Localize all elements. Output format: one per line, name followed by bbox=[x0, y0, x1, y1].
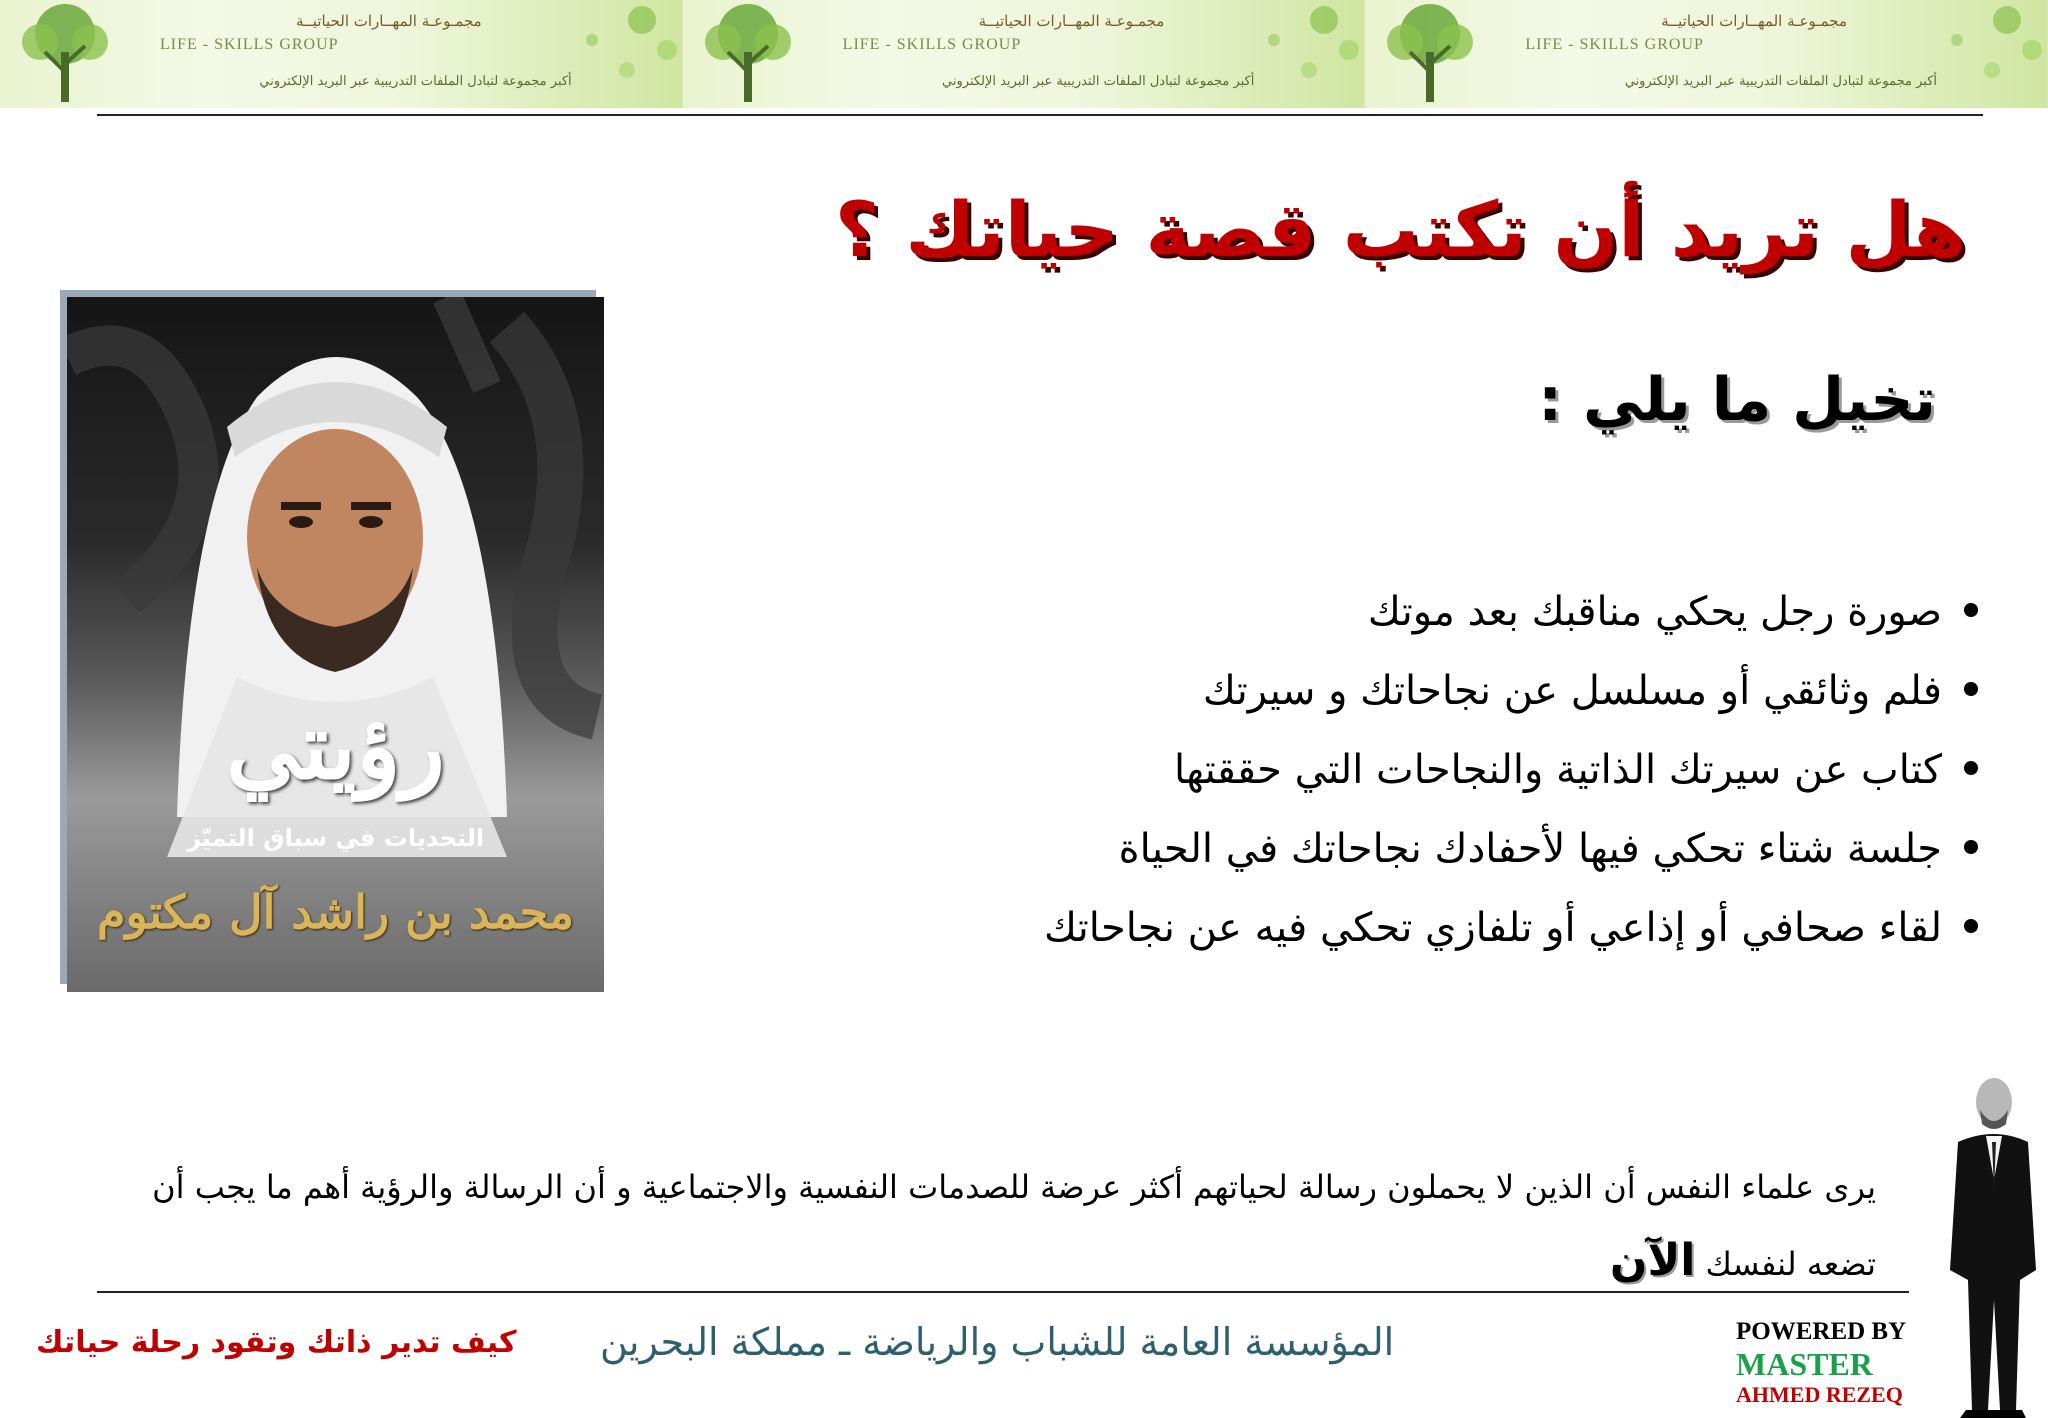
book-cover-image bbox=[67, 297, 604, 992]
header-banner bbox=[0, 0, 2048, 108]
banner-tagline: أكبر مجموعة لتبادل الملفات التدريبية عبر البريد الإلكتروني bbox=[1624, 74, 1938, 89]
tree-logo-icon bbox=[1375, 2, 1485, 106]
banner-tile bbox=[683, 0, 1366, 108]
slide-subtitle: تخيل ما يلي : bbox=[1538, 365, 1936, 435]
quote-emphasis: الآن bbox=[1609, 1235, 1696, 1286]
powered-by-block bbox=[1736, 1318, 1906, 1408]
quote-paragraph bbox=[96, 1150, 1876, 1301]
bullet-icon bbox=[1964, 761, 1978, 775]
list-item bbox=[1044, 810, 1978, 889]
banner-title-ar: مجمـوعـة المهــارات الحياتيــة bbox=[978, 12, 1165, 30]
quote-text: يرى علماء النفس أن الذين لا يحملون رسالة لحياتهم أكثر عرضة للصدمات النفسية والاجتماعية و أن الرسالة والرؤية أهم ما يجب أن تضعه لنفسك bbox=[152, 1168, 1876, 1283]
slide-title: هل تريد أن تكتب قصة حياتك ؟ bbox=[834, 185, 1966, 274]
bullet-icon bbox=[1964, 682, 1978, 696]
leaves-decoration-icon bbox=[532, 0, 682, 108]
bullet-list bbox=[1044, 573, 1978, 968]
powered-by-label: POWERED BY bbox=[1736, 1318, 1907, 1345]
tree-logo-icon bbox=[693, 2, 803, 106]
book-subtitle: التحديات في سباق التميّز bbox=[186, 824, 485, 852]
banner-title-ar: مجمـوعـة المهــارات الحياتيــة bbox=[295, 12, 482, 30]
bullet-text: جلسة شتاء تحكي فيها لأحفادك نجاحاتك في الحياة bbox=[1118, 826, 1942, 872]
top-divider bbox=[97, 114, 1983, 116]
bullet-text: كتاب عن سيرتك الذاتية والنجاحات التي حققتها bbox=[1174, 747, 1942, 793]
bullet-text: صورة رجل يحكي مناقبك بعد موتك bbox=[1367, 589, 1942, 635]
banner-tagline: أكبر مجموعة لتبادل الملفات التدريبية عبر البريد الإلكتروني bbox=[942, 74, 1255, 89]
banner-tagline: أكبر مجموعة لتبادل الملفات التدريبية عبر البريد الإلكتروني bbox=[259, 74, 572, 89]
tree-logo-icon bbox=[10, 2, 120, 106]
book-author: محمد بن راشد آل مكتوم bbox=[96, 885, 574, 939]
bullet-icon bbox=[1964, 840, 1978, 854]
course-title: كيف تدير ذاتك وتقود رحلة حياتك bbox=[36, 1325, 517, 1360]
banner-title-ar: مجمـوعـة المهــارات الحياتيــة bbox=[1661, 12, 1848, 30]
bullet-text: فلم وثائقي أو مسلسل عن نجاحاتك و سيرتك bbox=[1202, 668, 1942, 714]
list-item bbox=[1044, 652, 1978, 731]
list-item bbox=[1044, 573, 1978, 652]
businessman-figure-icon bbox=[1936, 1070, 2048, 1418]
banner-tile bbox=[0, 0, 683, 108]
banner-title-en: LIFE - SKILLS GROUP bbox=[160, 36, 339, 53]
brand-name: MASTER bbox=[1736, 1346, 1873, 1382]
list-item bbox=[1044, 889, 1978, 968]
author-name: AHMED REZEQ bbox=[1736, 1382, 1903, 1407]
banner-title-en: LIFE - SKILLS GROUP bbox=[1525, 36, 1704, 53]
book-title: رؤيتي bbox=[226, 692, 445, 800]
banner-tile bbox=[1365, 0, 2048, 108]
bottom-divider bbox=[97, 1291, 1909, 1293]
leaves-decoration-icon bbox=[1214, 0, 1364, 108]
bullet-text: لقاء صحافي أو إذاعي أو تلفازي تحكي فيه عن نجاحاتك bbox=[1043, 905, 1942, 951]
leaves-decoration-icon bbox=[1897, 0, 2047, 108]
bullet-icon bbox=[1964, 603, 1978, 617]
bullet-icon bbox=[1964, 919, 1978, 933]
banner-title-en: LIFE - SKILLS GROUP bbox=[842, 36, 1022, 53]
list-item bbox=[1044, 731, 1978, 810]
organization-name: المؤسسة العامة للشباب والرياضة ـ مملكة البحرين bbox=[600, 1320, 1395, 1364]
